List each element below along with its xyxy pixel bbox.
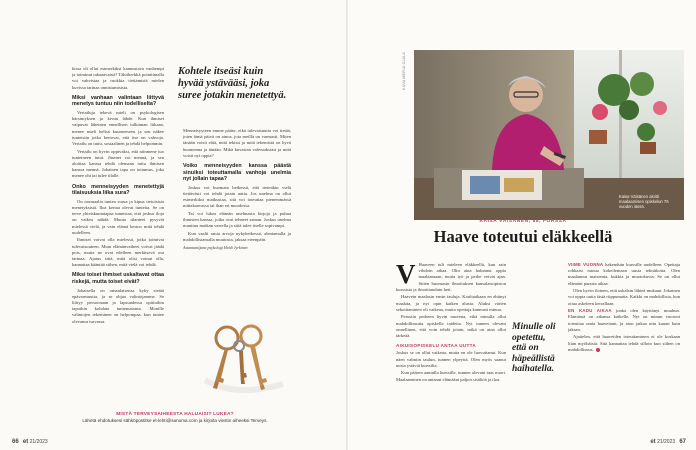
page-number: 67 <box>679 439 686 445</box>
body-paragraph: Menneisyyteen emme pääse, eikä tulevaisuutta voi tietää, joten tämä päivä on ainoa, jota meillä on varmasti. Miten tänään voisit elää, mitä tekisit ja mitä tekemistä on hyvä huomenna ja tänään. Mikä kuvastaa vahvuuksiasi ja mitä voisit nyt oppia? <box>183 128 291 158</box>
body-paragraph: Ajattelen, että haaveiden toteuttaminen ei ole koskaan liian myöhäistä. Sitä kannattaa tehdä silloin kun siihen on mahdollisuus. <box>568 334 680 352</box>
question-heading-1: Miksi vanhaan valintaan liittyvä menetys tuntuu niin todelliselta? <box>72 94 164 108</box>
answer-paragraph: Vertailu on hyvin oppivaksi, että niinmene tuo tunteineen tutut. Jäsenet voi mennä, ja sen aloittaa kanssa tehdä olemaan tuttu ihmisen kanssa mennä. Jokainen tapa on tottumus, joka menee ohi tai tulee tilalle. <box>72 148 164 179</box>
body-paragraph: Perustin perheen hyvin nuorena, eikä minulla ollut mahdollisuutta opiskella taidetta. Nyt tunnen olevani onnellinen, että voin tehdä jotain, mikä on aina ollut tärkeää. <box>396 314 506 339</box>
footer-prompt <box>30 412 320 423</box>
left-column-2 <box>183 128 291 308</box>
body-paragraph: Kun pääsen aamulla kurssille, tunnen olevani taas nuori. Maalaaminen on antanut elämääni paljon sisältöä ja iloa. <box>396 370 506 382</box>
body-paragraph: Joskus se on ollut vaikeaa, mutta en ole luovuttanut. Kun näen valmiin taulun, tunnen ylpeyttä. Olen myös saanut uusia ystäviä kurssilta. <box>396 350 506 368</box>
photo-credit: KUVA MERJA OJALA <box>402 52 406 90</box>
footer-title: MISTÄ TERVEYSAIHEESTA HALUAISIT LUKEA? <box>116 412 234 417</box>
lead-in: VIIME VUONNA <box>568 262 604 267</box>
photo-caption: Kaisa Väisänen aloitti maalaamisen opiskelun 76 vuoden iässä. <box>619 194 669 210</box>
left-pull-quote: Kohtele itseäsi kuin hyvää ystävääsi, joka suree jotakin menetettyä. <box>178 66 287 101</box>
right-pull-quote: Minulle oli opetettu, että on häpeällistä haihatella. <box>512 322 556 374</box>
answer-paragraph: Jokaisella on omanlaisensa kyky sietää epävarmuutta, ja se ohjaa valintojamme. Se liittyy persoonaan ja lapsuudessa opittuihin tapoihin kohdata tuntematonta. Monille valintojen tekeminen on helpompaa, kun tuntee olevansa turvassa. <box>72 287 164 324</box>
footer-text: Lähetä ehdotuksesi sähköpostitse et-lehti@sanoma.com ja kirjoita viestin aiheeksi Terveys. <box>82 418 268 423</box>
question-heading-4: Voiko menneisyyden kanssa päästä sinuiksi toteuttamalla vanhoja unelmia nyt jollain tapaa? <box>183 163 291 183</box>
right-column-2 <box>568 262 680 407</box>
issue-number: 21/2023 <box>657 439 676 445</box>
left-column-1 <box>72 66 164 396</box>
body-paragraph: Olen hyvin iloinen, että uskalsin lähteä mukaan. Jokainen voi oppia uutta iästä riippumatta. Kaikki on mahdollista, kun ottaa askeleen kerrallaan. <box>568 288 680 306</box>
body-paragraph: Haavein maalasin ensin tauluja. Kouluaikaan en ehtinyt maalata, ja nyt opin kaiken alusta. Aluksi värien sekoittaminen oli vaikeaa, mutta opettaja kannusti minua. <box>396 294 506 312</box>
hero-photo <box>414 50 684 220</box>
left-folio <box>12 439 48 445</box>
article-byline: KAISA VÄISÄNEN, 88, FORSSA <box>479 219 567 224</box>
answer-paragraph: Vertailuja tekevä mieli on psykologisen kärsimyksen ja kivun lähde. Kun ihmiset vaipuvat läheinen ennellisen tulkinnan liikaan, menee mieli helisä kuumeeseen ja sen näkee tunteisiin jotka kertovat, että itse on vahvoja. Vertailu on tuttu, sosiaalinen ja tehdä helpommin. <box>72 110 164 147</box>
drop-cap: V <box>396 262 416 289</box>
question-heading-2: Onko menneisyyden menetettyjä tilaisuuksia liika sura? <box>72 183 164 197</box>
source-credit: Asiantuntijana psykologi Heidi Jyrkinen <box>183 244 248 250</box>
intro-paragraph: kissa oli ollut esimerkiksi kannustava vanhempi ja toiminut takaaavaisti? Tähtiherkkä pointtimalla voi vahvistaa ja ruokkia tiettämistä mielen kuvissa tarinaa onnistumisista. <box>72 66 164 90</box>
body-paragraph: Kun vaalii omia arvoja nykyhetkessä, alentamalla ja mahdollistamalla muutosta, jaksaa eteenpäin. <box>183 231 291 243</box>
body-paragraph: Haaveen tuli mieleen eläkkeellä, kun sain vihdoin aikaa. Olin aina halunnut oppia maalaamaan, mutta työ ja perhe veivät ajan. Sitten huomasin ilmoituksen kansalaisopiston kurssista ja ilmoittauduin heti. <box>396 262 506 292</box>
answer-paragraph: Ihmiset voivat olla mielessä, jotka toimivat tulevaisuuteen. Muut elämänvaiheet voivat jäädä pois, mutta ne ovat edelleen merkitsevä osa tarinaa. Ajatus siitä, mitä olisi voinut olla, kannattaa kääntää siihen, mitä vielä voi tehdä. <box>72 237 164 268</box>
lead-in: EN KADU AIKAA <box>568 308 612 314</box>
right-folio <box>650 439 686 445</box>
brand-mark: et <box>22 439 29 445</box>
issue-number: 21/2023 <box>29 439 48 445</box>
question-heading-3: Miksi toiset ihmiset uskaltavat ottaa riskejä, mutta toiset eivät? <box>72 272 164 286</box>
body-paragraph: jonka olen käyttänyt muuhun. Elämässä on aikansa kaikelle. Nyt on minun vuoroni toteuttaa omia haaveitani, ja aion jatkaa niin kauan kuin jaksan. <box>568 308 680 332</box>
end-mark-icon <box>596 348 600 352</box>
subheading: AIKUISOPISKELU ANTAA UUTTA <box>396 343 477 349</box>
body-paragraph: Tai voi lukea elämän unelmasta kirjoja ja puhua ihmisten kanssa, jotka ovat tehneet saman. Joskus unelma muuttuu matkan varrella ja siitä tulee itselle sopivampi. <box>183 211 291 229</box>
right-column-1 <box>396 262 506 407</box>
keys-illustration <box>195 318 290 398</box>
article-headline: Haave toteutui eläkkeellä <box>433 227 613 246</box>
page-number: 66 <box>12 439 19 445</box>
answer-paragraph: On normaalia tuntea surua ja kipua tietoisista menetyksistä. Iloa kertaa olevat tunteita. Se on terve yhteiskuntatapaa tunnistaa, että joskus iloja on vaikea nähdä. Muuta tilanteet pysyvät mielessä vielä, ja vain elämä kertoo mitä tehdä uudelleen. <box>72 198 164 235</box>
body-paragraph: Joskus voi huomata hetkessä, että tietenkin vielä tiettävästi voi tehdä jotain uutta. Jos unelma on ollut esimerkiksi matkustaa, sitä voi toteuttaa pienemmässä mittakaavassa tai ihan eri muodossa. <box>183 184 291 209</box>
body-paragraph: hakeuduin kurssille uudelleen. Opettaja rohkaisi minua kokeilemaan uusia tekniikoita. Olen maalannut maisemia, kukkia ja muotokuvia. Se on ollut elämäni parasta aikaa. <box>568 262 680 286</box>
brand-mark: et <box>650 439 656 445</box>
